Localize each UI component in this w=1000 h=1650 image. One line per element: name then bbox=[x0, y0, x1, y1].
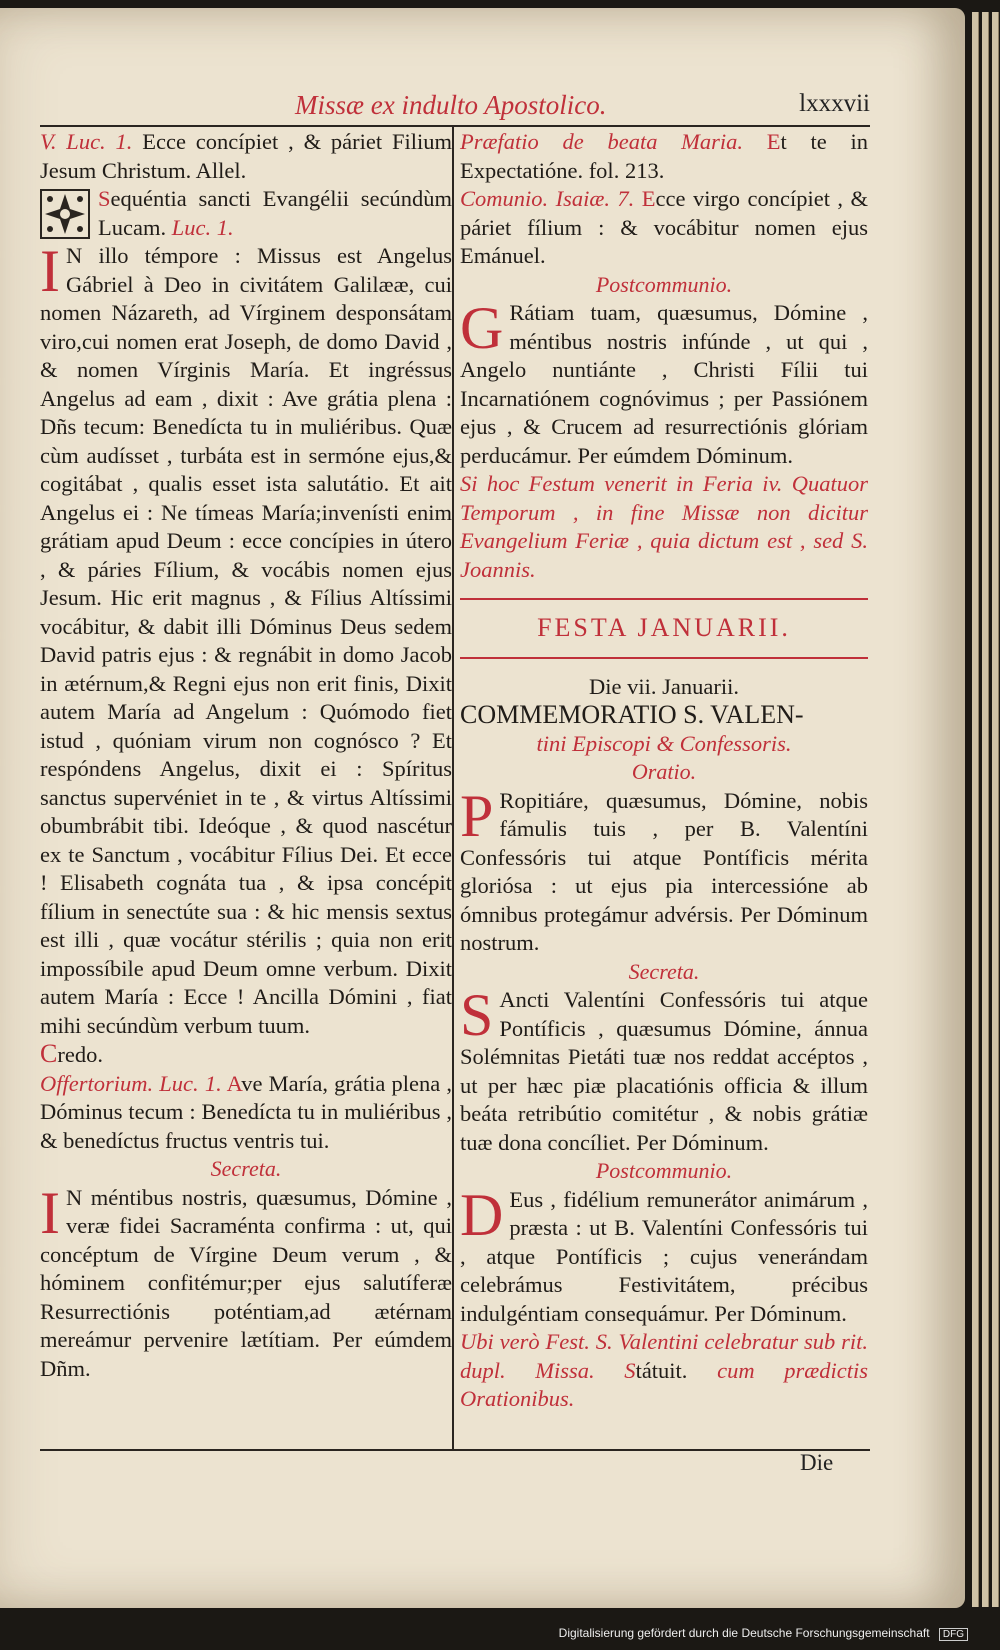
credo bbox=[40, 1040, 452, 1070]
versicle-text: Ecce concípiet , & páriet Filium Jesum Christum. Allel. bbox=[40, 129, 452, 183]
folio-number: lxxxvii bbox=[799, 90, 870, 117]
dropcap: D bbox=[460, 1181, 504, 1248]
page-header bbox=[40, 90, 870, 126]
postcommunio-heading: Postcommunio. bbox=[595, 271, 733, 297]
praefatio-rubric: Præfatio de beata Maria. bbox=[460, 129, 744, 154]
postcommunio-body bbox=[460, 295, 868, 470]
offertorium bbox=[40, 1070, 452, 1156]
divider bbox=[460, 598, 868, 600]
versicle bbox=[40, 128, 452, 185]
offertorium-text: ve María, grátia plena , Dóminus tecum : Benedícta tu in muliéribus , & benedíctus fructus ventris tui. bbox=[40, 1070, 452, 1153]
festa-title: FESTA JANUARII. bbox=[537, 613, 791, 642]
date-line: Die vii. Januarii. bbox=[589, 673, 739, 699]
secreta-heading: Secreta. bbox=[210, 1156, 282, 1181]
oratio-heading: Oratio. bbox=[631, 759, 697, 784]
offertorium-rubric: Offertorium. Luc. 1. bbox=[40, 1070, 222, 1096]
commemoratio-title: COMMEMORATIO S. VALEN- bbox=[460, 700, 804, 729]
dfg-logo: DFG bbox=[939, 1628, 968, 1641]
bottom-rule bbox=[40, 1449, 870, 1451]
postcommunio-text: Eus , fidélium remunerátor animárum , præsta : ut B. Valentíni Confessóris tui , atque Pontíficis ; cujus venerándam celebrámus Festivitátem, précibus indulgéntiam consequámur. Per Dóminum. bbox=[460, 1186, 868, 1326]
gospel-reference: Luc. 1. bbox=[171, 214, 234, 240]
book-page bbox=[0, 8, 965, 1608]
credo-initial: C bbox=[40, 1039, 58, 1068]
secreta-text: Ancti Valentíni Confessóris tui atque Pontíficis , quæsumus Dómine, ánnua Solémnitas Pietáti tuæ nos reddat accéptos , ut per hæc piæ placatiónis officia & illum beáta retribútio comitétur , & nobis grátiæ tuæ dona concíliet. Per Dóminum. bbox=[460, 987, 868, 1155]
gospel-body bbox=[40, 238, 452, 1040]
final-text: tátuit. bbox=[635, 1357, 688, 1383]
communio-rubric: Comunio. Isaiæ. 7. bbox=[460, 186, 635, 211]
secreta-body bbox=[460, 982, 868, 1157]
secreta-text: N méntibus nostris, quæsumus, Dómine , veræ fidei Sacraménta confirma : ut, qui concéptum de Vírgine Deum verum , & hóminem confitémur;per ejus salutíferæ Resurrectiónis poténtiam,ad ætérnam mereámur pervenire lætítiam. Per eúmdem Dñm. bbox=[40, 1184, 452, 1381]
dropcap: P bbox=[460, 782, 494, 849]
digitization-footer bbox=[0, 1618, 1000, 1648]
gospel-heading bbox=[40, 185, 452, 242]
oratio-text: Ropitiáre, quæsumus, Dómine, nobis fámulis tuis , per B. Valentíni Confessóris tui atque Pontíficis mérita gloriósa : ut ejus pia intercessióne ab ómnibus protegámur advérsis. Per Dóminum nostrum. bbox=[460, 787, 868, 955]
right-column bbox=[460, 128, 868, 1414]
gospel-initial: S bbox=[98, 186, 111, 211]
ornament-icon bbox=[40, 189, 90, 239]
catchword: Die bbox=[800, 1450, 834, 1475]
versicle-reference: V. Luc. 1. bbox=[40, 129, 133, 154]
credo-text: redo. bbox=[57, 1042, 103, 1067]
dropcap: I bbox=[40, 1179, 60, 1246]
rubric-note: Si hoc Festum venerit in Feria iv. Quatuor Temporum , in fine Missæ non dicitur Evangelium Feriæ , quia dictum est , sed S. Joannis. bbox=[460, 471, 868, 582]
column-rule bbox=[452, 127, 454, 1449]
running-title: Missæ ex indulto Apostolico. bbox=[295, 90, 607, 120]
oratio-body bbox=[460, 782, 868, 958]
final-rubric bbox=[460, 1328, 868, 1414]
page-edges bbox=[992, 12, 999, 1607]
communio-initial: E bbox=[641, 186, 656, 211]
final-rubric-part: cum prædictis Orationibus. bbox=[460, 1357, 868, 1411]
offertorium-initial: A bbox=[226, 1070, 242, 1096]
gospel-text: N illo témpore : Missus est Angelus Gábriel à Deo in civitátem Galilææ, cui nomen Názareth, ad Vírginem desponsátam viro,cui nomen erat Joseph, de domo David , & nomen Vírginis María. Et ingréssus Angelus ad eam , dixit : Ave grátia plena : Dñs tecum: Benedícta tu in muliéribus. Quæ cùm audísset , turbáta est in sermóne ejus,& cogitábat , qualis esset ista salutátio. Et ait Angelus ei : Ne tímeas María;invenísti enim grátiam apud Deum : ecce concípies in útero , & páries Fílium, & vocábis nomen ejus Jesum. Hic erit magnus , & Fílius Altíssimi vocábitur, & dabit illi Dóminus Deus sedem David patris ejus : & regnábit in domo Jacob in ætérnum,& Regni ejus non erit finis, Dixit autem María ad Angelum : Quómodo fiet istud , quóniam virum non cognósco ? Et respóndens Angelus, dixit ei : Spíritus sanctus supervéniet in te , & virtus Altíssimi obumbrábit tibi. Ideóque , & quod nascétur ex te Sanctum , vocábitur Fílius Dei. Et ecce ! Elisabeth cognáta tua , & ipsa concépit fílium in senectúte sua : & hic mensis sextus est illi , quæ vocátur stérilis ; quia non erit impossíbile apud Deum omne verbum. Dixit autem María : Ecce ! Ancilla Dómini , fiat mihi secúndùm verbum tuum. bbox=[40, 243, 452, 1038]
postcommunio-heading: Postcommunio. bbox=[595, 1158, 733, 1183]
dropcap: I bbox=[40, 238, 60, 304]
gospel-title: equéntia sancti Evangélii secúndùm Lucam. bbox=[98, 186, 452, 240]
page-edges bbox=[972, 12, 979, 1607]
secreta-body bbox=[40, 1179, 452, 1384]
praefatio bbox=[460, 128, 868, 185]
left-column bbox=[40, 128, 452, 1383]
final-rubric-part: Ubi verò Fest. S. Valentini celebratur sub rit. dupl. Missa. S bbox=[460, 1329, 868, 1383]
secreta-heading: Secreta. bbox=[628, 958, 700, 984]
dropcap: G bbox=[460, 295, 504, 361]
praefatio-initial: E bbox=[766, 129, 781, 154]
top-rule bbox=[40, 125, 870, 127]
postcommunio-text: Rátiam tuam, quæsumus, Dómine , méntibus nostris infúnde , ut qui , Angelo nuntiánte , Christi Fílii tui Incarnatiónem cognóvimus ; per Passiónem ejus , & Crucem ad resurrectiónis glóriam perducámur. Per eúmdem Dóminum. bbox=[460, 300, 868, 468]
digitization-note: Digitalisierung gefördert durch die Deutsche Forschungsgemeinschaft bbox=[558, 1626, 930, 1640]
postcommunio-body bbox=[460, 1181, 868, 1329]
communio bbox=[460, 185, 868, 271]
praefatio-text: t te in Expectatióne. fol. 213. bbox=[460, 129, 868, 183]
commemoratio-subtitle: tini Episcopi & Confessoris. bbox=[536, 730, 792, 756]
divider bbox=[460, 657, 868, 659]
dropcap: S bbox=[460, 982, 494, 1048]
communio-text: cce virgo concípiet , & páriet fílium : & vocábitur nomen ejus Emánuel. bbox=[460, 186, 869, 268]
page-edges bbox=[982, 12, 989, 1607]
